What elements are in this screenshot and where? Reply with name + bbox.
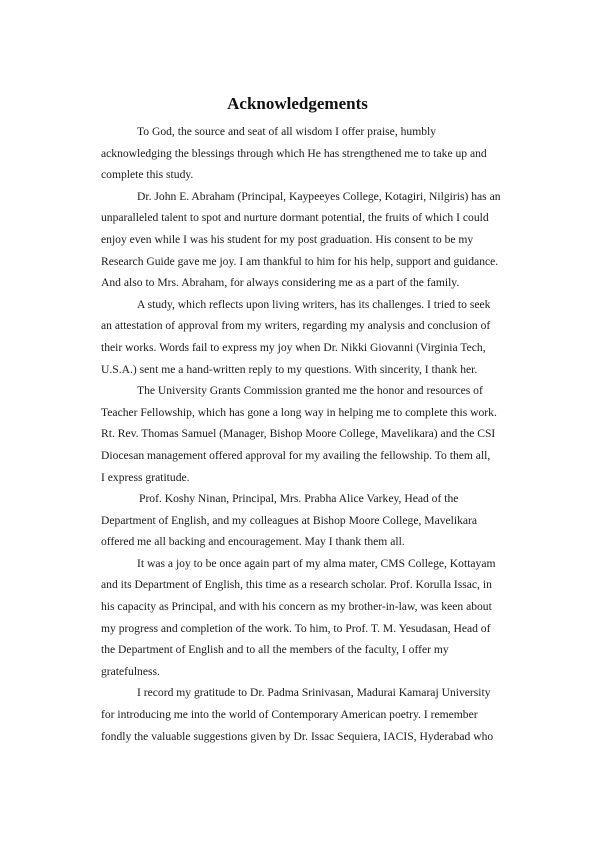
text-line: unparalleled talent to spot and nurture dormant potential, the fruits of which I could xyxy=(101,211,489,225)
text-line: Teacher Fellowship, which has gone a long way in helping me to complete this work. xyxy=(101,405,497,419)
text-line: A study, which reflects upon living writers, has its challenges. I tried to seek xyxy=(137,297,491,311)
text-line: and its Department of English, this time as a research scholar. Prof. Korulla Issac, in xyxy=(101,578,492,592)
text-line: Prof. Koshy Ninan, Principal, Mrs. Prabha Alice Varkey, Head of the xyxy=(139,492,459,506)
text-line: Dr. John E. Abraham (Principal, Kaypeeyes College, Kotagiri, Nilgiris) has an xyxy=(137,189,501,203)
text-line: Diocesan management offered approval for my availing the fellowship. To them all, xyxy=(101,448,491,462)
text-line: The University Grants Commission granted me the honor and resources of xyxy=(137,384,483,398)
text-line: Department of English, and my colleagues at Bishop Moore College, Mavelikara xyxy=(101,513,478,527)
text-line: gratefulness. xyxy=(101,664,160,678)
text-line: Rt. Rev. Thomas Samuel (Manager, Bishop Moore College, Mavelikara) and the CSI xyxy=(101,427,496,441)
text-line: the Department of English and to all the members of the faculty, I offer my xyxy=(101,643,449,657)
text-line: fondly the valuable suggestions given by Dr. Issac Sequiera, IACIS, Hyderabad who xyxy=(101,729,494,743)
text-line: offered me all backing and encouragement. May I thank them all. xyxy=(101,535,405,549)
text-line: their works. Words fail to express my joy when Dr. Nikki Giovanni (Virginia Tech, xyxy=(101,340,486,354)
text-line: complete this study. xyxy=(101,168,194,182)
text-line: Research Guide gave me joy. I am thankful to him for his help, support and guidance. xyxy=(101,254,499,268)
text-line: I express gratitude. xyxy=(101,470,190,484)
text-line: To God, the source and seat of all wisdom I offer praise, humbly xyxy=(137,125,437,138)
text-line: for introducing me into the world of Contemporary American poetry. I remember xyxy=(101,708,478,722)
acknowledgements-body xyxy=(101,121,519,747)
page-title: Acknowledgements xyxy=(227,94,368,113)
text-line: his capacity as Principal, and with his concern as my brother-in-law, was keen about xyxy=(101,600,492,614)
text-line: my progress and completion of the work. To him, to Prof. T. M. Yesudasan, Head of xyxy=(101,621,491,635)
text-line: I record my gratitude to Dr. Padma Srinivasan, Madurai Kamaraj University xyxy=(137,686,491,700)
text-line: It was a joy to be once again part of my alma mater, CMS College, Kottayam xyxy=(137,556,496,570)
text-line: acknowledging the blessings through which He has strengthened me to take up and xyxy=(101,146,487,160)
text-line: U.S.A.) sent me a hand-written reply to my questions. With sincerity, I thank her. xyxy=(101,362,478,376)
text-line: And also to Mrs. Abraham, for always considering me as a part of the family. xyxy=(101,276,460,290)
text-line: an attestation of approval from my writers, regarding my analysis and conclusion of xyxy=(101,319,491,333)
text-line: enjoy even while I was his student for my post graduation. His consent to be my xyxy=(101,232,474,246)
